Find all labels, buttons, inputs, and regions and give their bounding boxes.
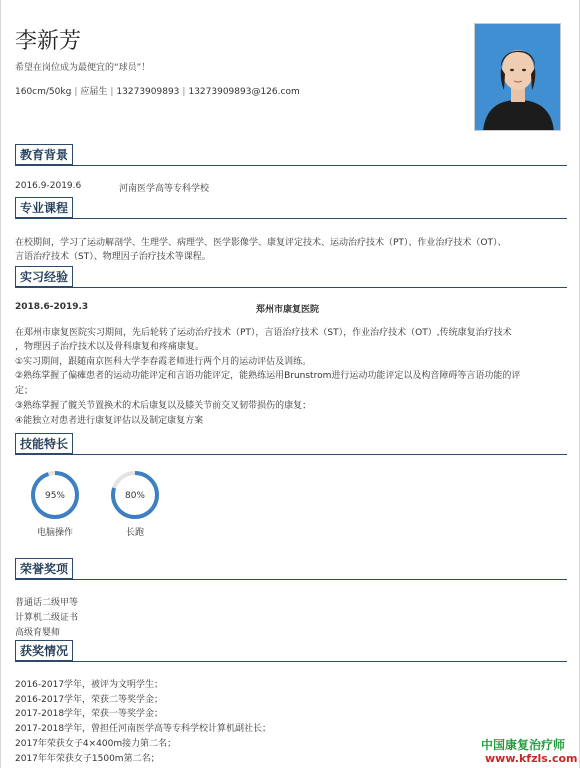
section-title-experience: 实习经验 bbox=[15, 266, 73, 288]
section-divider bbox=[15, 661, 567, 662]
section-title-honors: 荣誉奖项 bbox=[15, 558, 73, 580]
award-item: 2017-2018学年，曾担任河南医学高等专科学校计算机副社长； bbox=[15, 724, 272, 734]
award-item: 2016-2017学年，被评为文明学生； bbox=[15, 680, 164, 690]
education-school: 河南医学高等专科学校 bbox=[119, 184, 210, 194]
award-item: 2017年年荣获女子1500m第二名； bbox=[15, 754, 160, 764]
skill-ring bbox=[29, 469, 81, 521]
major-line: 在校期间，学习了运动解剖学、生理学、病理学、医学影像学、康复评定技术、运动治疗技术（PT）、作业治疗技术（OT）、 bbox=[15, 238, 507, 248]
experience-line: ③熟练掌握了髋关节置换术的术后康复以及膝关节前交叉韧带损伤的康复； bbox=[15, 401, 312, 411]
candidate-name: 李新芳 bbox=[15, 29, 82, 54]
skill-label: 电脑操作 bbox=[36, 528, 73, 538]
watermark-title: 中国康复治疗师 bbox=[481, 738, 566, 752]
award-item: 2017-2018学年，荣获一等奖学金； bbox=[15, 709, 164, 719]
section-divider bbox=[15, 218, 567, 219]
experience-org: 郑州市康复医院 bbox=[256, 305, 320, 315]
section-title-education: 教育背景 bbox=[15, 144, 73, 166]
status: 应届生 bbox=[80, 87, 108, 97]
experience-line: ②熟练掌握了偏瘫患者的运动功能评定和言语功能评定，能熟练运用Brunstrom进行运动功能评定以及构音障碍等言语功能的评 bbox=[15, 371, 521, 381]
section-divider bbox=[15, 287, 567, 288]
experience-line: ①实习期间，跟随南京医科大学李春霞老师进行两个月的运动评估及训练。 bbox=[15, 357, 312, 367]
award-item: 2017年荣获女子4×400m接力第二名； bbox=[15, 739, 177, 749]
section-title-skills: 技能特长 bbox=[15, 433, 73, 455]
section-divider bbox=[15, 454, 567, 455]
honor-item: 高级育婴师 bbox=[15, 628, 61, 638]
experience-line: ④能独立对患者进行康复评估以及制定康复方案 bbox=[15, 416, 204, 426]
watermark-url: www.kfzls.com bbox=[485, 752, 578, 765]
experience-line: 在郑州市康复医院实习期间，先后轮转了运动治疗技术（PT），言语治疗技术（ST），作业治疗技术（OT）,传统康复治疗技术 bbox=[15, 328, 512, 338]
section-divider bbox=[15, 579, 567, 580]
honor-item: 普通话二级甲等 bbox=[15, 598, 79, 608]
experience-line: ，物理因子治疗技术以及骨科康复和疼痛康复。 bbox=[15, 342, 205, 352]
skill-label: 长跑 bbox=[125, 528, 144, 538]
experience-line: 定； bbox=[15, 386, 34, 396]
height-weight: 160cm/50kg bbox=[15, 87, 72, 97]
profile-photo bbox=[474, 23, 561, 131]
experience-period: 2018.6-2019.3 bbox=[15, 302, 89, 312]
skill-percent: 95% bbox=[44, 491, 66, 501]
major-line: 言语治疗技术（ST）、物理因子治疗技术等课程。 bbox=[15, 252, 211, 262]
section-title-major: 专业课程 bbox=[15, 197, 73, 219]
education-period: 2016.9-2019.6 bbox=[15, 181, 82, 191]
skill-ring bbox=[109, 469, 161, 521]
email: 13273909893@126.com bbox=[188, 87, 300, 97]
section-divider bbox=[15, 165, 567, 166]
section-title-awards: 获奖情况 bbox=[15, 640, 73, 662]
candidate-motto: 希望在岗位成为最便宜的“球员”！ bbox=[15, 63, 151, 73]
honor-item: 计算机二级证书 bbox=[15, 613, 79, 623]
phone: 13273909893 bbox=[116, 87, 180, 97]
award-item: 2016-2017学年，荣获二等奖学金； bbox=[15, 695, 164, 705]
skill-percent: 80% bbox=[124, 491, 146, 501]
contact-info: 160cm/50kg | 应届生 | 13273909893 | 13273909893@126.com bbox=[15, 87, 300, 97]
